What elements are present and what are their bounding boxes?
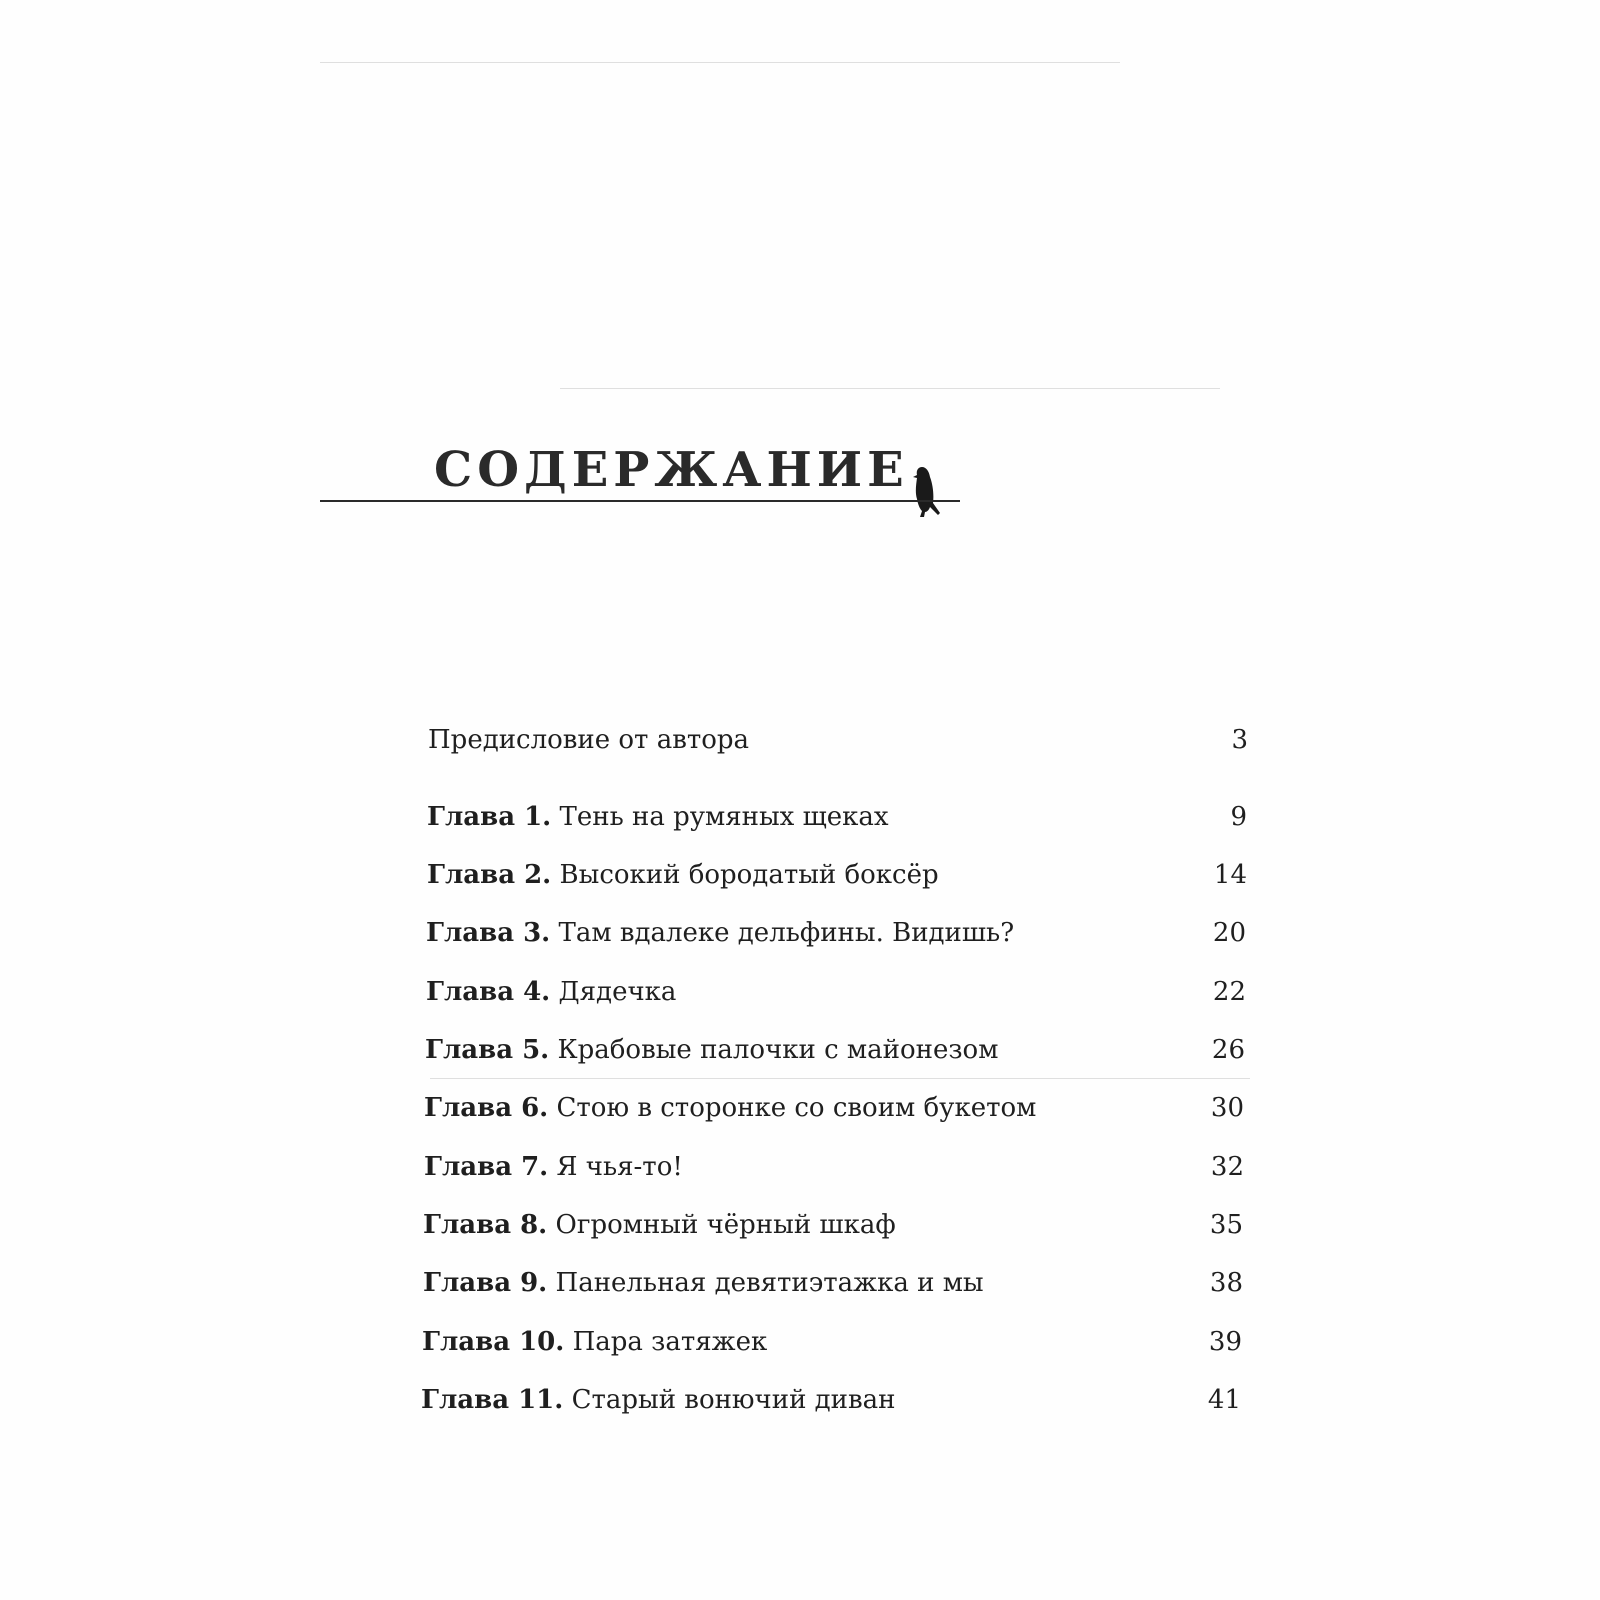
toc-entry-page: 14 <box>1213 860 1247 890</box>
toc-entry-label: Глава 10. <box>422 1327 565 1357</box>
toc-entry-label: Глава 5. <box>425 1035 550 1065</box>
toc-entry-title: Там вдалеке дельфины. Видишь? <box>558 918 1015 948</box>
toc-entry-page: 41 <box>1207 1385 1241 1415</box>
toc-entry[interactable] <box>426 977 1246 1017</box>
toc-entry-label: Глава 8. <box>423 1210 548 1240</box>
toc-entry-label: Глава 6. <box>424 1093 549 1123</box>
toc-entry-text <box>422 1327 767 1357</box>
toc-entry-text <box>421 1385 895 1415</box>
toc-entry-page: 32 <box>1210 1152 1244 1182</box>
toc-entry-text <box>428 725 749 755</box>
toc-entry-text <box>423 1268 984 1298</box>
toc-entry-title: Дядечка <box>558 977 677 1007</box>
toc-entry-label: Глава 3. <box>426 918 551 948</box>
toc-entry-title: Предисловие от автора <box>428 725 750 755</box>
toc-entry[interactable] <box>421 1385 1241 1425</box>
toc-entry-title: Высокий бородатый боксёр <box>559 860 939 890</box>
toc-entry-page: 9 <box>1230 802 1247 832</box>
toc-entry-text <box>427 802 889 832</box>
toc-entry-label: Глава 4. <box>426 977 551 1007</box>
toc-entry[interactable] <box>425 1035 1245 1075</box>
toc-entry-page: 35 <box>1209 1210 1243 1240</box>
toc-entry-page: 22 <box>1212 977 1246 1007</box>
toc-entry-title: Старый вонючий диван <box>571 1385 896 1415</box>
toc-entry-page: 30 <box>1210 1093 1244 1123</box>
toc-entry-label: Глава 2. <box>427 860 552 890</box>
toc-entry-text <box>427 860 939 890</box>
toc-entry[interactable] <box>423 1210 1243 1250</box>
toc-entry-title: Тень на румяных щеках <box>559 802 889 832</box>
toc-entry-page: 39 <box>1208 1327 1242 1357</box>
toc-entry-text <box>426 918 1014 948</box>
page-title: СОДЕРЖАНИЕ <box>434 442 909 498</box>
toc-entry[interactable] <box>427 860 1247 900</box>
toc-entry-page: 20 <box>1212 918 1246 948</box>
toc-entry-title: Пара затяжек <box>572 1327 768 1357</box>
toc-entry[interactable] <box>424 1093 1244 1133</box>
toc-entry-label: Глава 1. <box>427 802 552 832</box>
toc-entry-text <box>424 1093 1036 1123</box>
toc-entry-title: Стою в сторонке со своим букетом <box>556 1093 1037 1123</box>
toc-entry-page: 38 <box>1209 1268 1243 1298</box>
toc-entry[interactable] <box>424 1152 1244 1192</box>
toc-entry-title: Огромный чёрный шкаф <box>555 1210 896 1240</box>
toc-entry[interactable] <box>426 918 1246 958</box>
toc-entry-text <box>423 1210 896 1240</box>
toc-entry-title: Я чья-то! <box>556 1152 683 1182</box>
toc-entry-page: 26 <box>1211 1035 1245 1065</box>
toc-entry-page: 3 <box>1231 725 1248 755</box>
toc-entry-title: Крабовые палочки с майонезом <box>557 1035 999 1065</box>
toc-entry-title: Панельная девятиэтажка и мы <box>555 1268 984 1298</box>
toc-entry-label: Глава 9. <box>423 1268 548 1298</box>
toc-entry-label: Глава 11. <box>421 1385 564 1415</box>
toc-entry[interactable] <box>427 802 1247 842</box>
toc-entry-text <box>425 1035 998 1065</box>
toc-entry[interactable] <box>423 1268 1243 1308</box>
toc-entry-label: Глава 7. <box>424 1152 549 1182</box>
toc-entry[interactable] <box>422 1327 1242 1367</box>
toc-entry-text <box>424 1152 683 1182</box>
toc-entry-text <box>426 977 676 1007</box>
toc-entry[interactable] <box>428 725 1248 765</box>
